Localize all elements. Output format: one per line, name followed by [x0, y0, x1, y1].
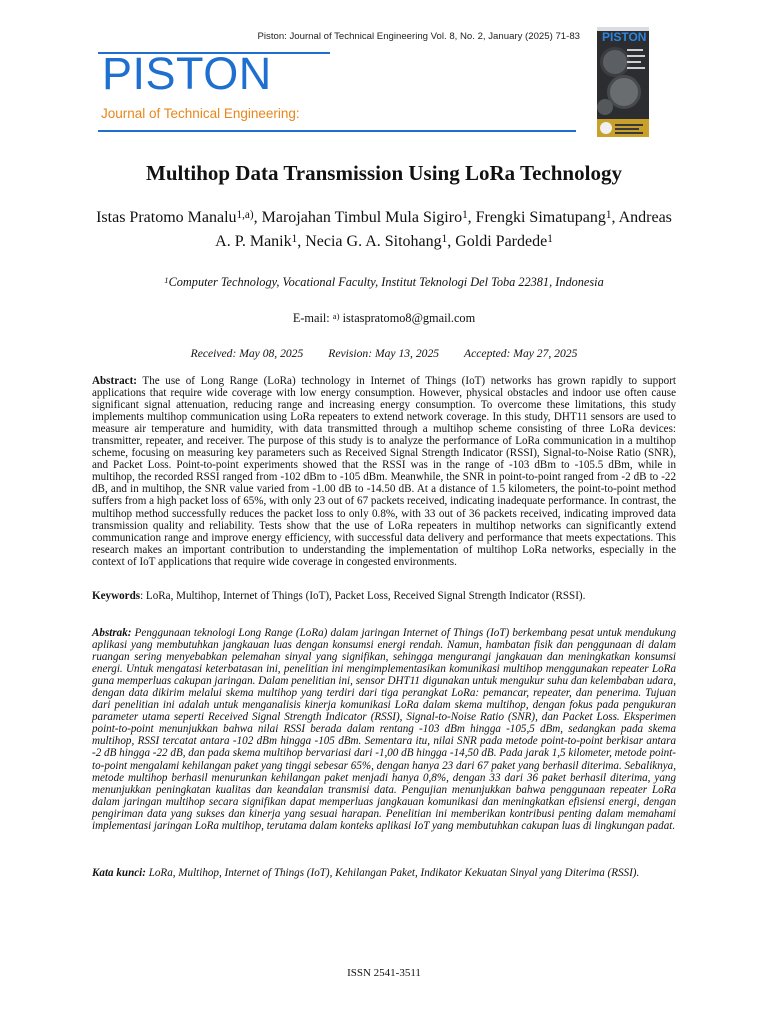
cover-footer-line — [615, 128, 639, 130]
abstract-label: Abstract: — [92, 375, 137, 387]
cover-footer-line — [615, 132, 643, 134]
cover-text-line — [627, 67, 645, 69]
keywords-english — [92, 590, 676, 602]
author-name: Istas Pratomo Manalu — [96, 209, 237, 226]
journal-citation: Piston: Journal of Technical Engineering Vol. 8, No. 2, January (2025) 71-83 — [257, 31, 580, 42]
affiliation-text: Computer Technology, Vocational Faculty, Institut Teknologi Del Toba 22381, Indonesia — [168, 275, 604, 289]
author-name: Frengki Simatupang — [475, 209, 606, 226]
affiliation — [0, 275, 768, 290]
author-affiliation-mark: 1,a) — [236, 209, 254, 222]
footer-issn: ISSN 2541-3511 — [347, 967, 421, 979]
gear-icon — [600, 47, 630, 77]
author-affiliation-mark: 1 — [462, 209, 468, 222]
author-name: Goldi Pardede — [455, 233, 548, 250]
email-mark: a) — [332, 311, 340, 321]
gear-icon — [597, 99, 613, 115]
abstrak-label: Abstrak: — [92, 627, 132, 639]
journal-name: Journal of Technical Engineering: — [101, 106, 300, 121]
author-affiliation-mark: 1 — [605, 209, 612, 222]
kata-kunci-text: LoRa, Multihop, Internet of Things (IoT), Kehilangan Paket, Indikator Kekuatan Sinyal yang Diterima (RSSI). — [148, 867, 640, 879]
journal-cover-image — [597, 27, 649, 137]
cover-seal — [600, 122, 612, 134]
author-email — [0, 311, 768, 326]
author-affiliation-mark: 1 — [291, 233, 298, 246]
email-address[interactable]: istaspratomo8@gmail.com — [342, 311, 476, 325]
abstrak-text: Penggunaan teknologi Long Range (LoRa) dalam jaringan Internet of Things (IoT) berkembang pesat untuk mendukung aplikasi yang membutuhkan jangkauan luas dengan konsumsi energi rendah. Namun, hambatan fisik dan penggunaan di dalam ruangan sering menyebabkan pelemahan sinyal yang signifikan, sehingga mengurangi jangkauan dan meningkatkan konsumsi energi. Untuk mengatasi keterbatasan ini, penelitian ini mengimplementasikan komunikasi multihop menggunakan repeater LoRa guna memperluas cakupan jaringan. Dalam penelitian ini, sensor DHT11 digunakan untuk mengukur suhu dan kelembaban udara, dengan data dikirim melalui skema multihop yang terdiri dari tiga perangkat LoRa: pemancar, repeater, dan penerima. Tujuan dari penelitian ini adalah untuk menganalisis kinerja komunikasi LoRa dalam skema multihop, dengan fokus pada pengukuran parameter utama seperti Received Signal Strength Indicator (RSSI), Signal-to-Noise Ratio (SNR), dan Packet Loss. Eksperimen point-to-point menunjukkan bahwa nilai RSSI berada dalam rentang -103 dBm hingga -105,5 dBm, sedangkan pada skema multihop, RSSI tercatat antara -102 dBm hingga -105 dBm. Sementara itu, nilai SNR pada metode point-to-point berkisar antara -2 dB hingga -22 dB, dan pada skema multihop bervariasi dari -1,00 dB hingga -14,50 dB. Pada jarak 1,5 kilometer, metode point-to-point mengalami kehilangan paket yang tinggi sebesar 65%, dengan hanya 23 dari 67 paket yang berhasil diterima. Sebaliknya, metode multihop berhasil menurunkan kehilangan paket menjadi hanya 0,8%, dengan 33 dari 36 paket berhasil diterima, yang menunjukkan peningkatan kualitas dan keandalan transmisi data. Pengujian menunjukkan bahwa penggunaan repeater LoRa dalam jaringan multihop secara signifikan dapat memperluas jangkauan komunikasi dan meningkatkan efisiensi energi, dengan pengiriman data yang sukses dan kinerja yang sesuai harapan. Penelitian ini memberikan kontribusi penting dalam memahami implementasi jaringan LoRa multihop, terutama dalam konteks aplikasi IoT yang membutuhkan cakupan luas di lingkungan padat. — [92, 627, 677, 832]
kata-kunci-label: Kata kunci: — [92, 867, 146, 879]
email-label: E-mail: — [292, 311, 330, 325]
header-rule-bottom — [98, 130, 576, 132]
author-name: Marojahan Timbul Mula Sigiro — [261, 209, 463, 226]
author-name: Andreas A. P. Manik — [215, 209, 672, 250]
author-name: Necia G. A. Sitohang — [305, 233, 442, 250]
cover-text-line — [627, 61, 641, 63]
author-affiliation-mark: 1 — [547, 233, 553, 246]
accepted-date: Accepted: May 27, 2025 — [464, 347, 578, 360]
cover-text-line — [627, 49, 643, 51]
revision-date: Revision: May 13, 2025 — [328, 347, 440, 360]
cover-text-line — [627, 55, 645, 57]
keywords-text: : LoRa, Multihop, Internet of Things (IoT), Packet Loss, Received Signal Strength Indicator (RSSI). — [140, 590, 586, 602]
abstract-text: The use of Long Range (LoRa) technology in Internet of Things (IoT) networks has grown rapidly to support applications that require wide coverage with low energy consumption. However, physical obstacles and indoor use often cause significant signal attenuation, reducing range and increasing energy consumption. To overcome these limitations, this study implements multihop communication using LoRa repeaters to extend network coverage. In this study, DHT11 sensors are used to measure air temperature and humidity, with data transmitted through a multihop scheme consisting of three LoRa devices: transmitter, repeater, and receiver. The purpose of this study is to analyze the performance of LoRa communication in a multihop scheme, focusing on measuring key parameters such as Received Signal Strength Indicator (RSSI), Signal-to-Noise Ratio (SNR), and Packet Loss. Point-to-point experiments showed that the RSSI was in the range of -103 dBm to -105.5 dBm, while in multihop, the recorded RSSI ranged from -102 dBm to -105 dBm. Meanwhile, the SNR in point-to-point ranged from -2 dB to -22 dB, and in multihop, the SNR value varied from -1.00 dB to -14.50 dB. At a distance of 1.5 kilometers, the point-to-point method suffers from a high packet loss of 65%, with only 23 out of 67 packets received, indicating inadequate performance. In contrast, the multihop method successfully reduces the packet loss to only 0.8%, with 33 out of 36 packets received, indicating improved data transmission quality and reliability. Tests show that the use of LoRa repeaters in multihop networks can significantly extend communication range and improve energy efficiency, with successful data delivery and performance that meets expectations. This research makes an important contribution to understanding the implementation of multihop LoRa networks, especially in the context of IoT applications that require wide coverage in congested environments. — [92, 375, 676, 568]
abstract-english — [92, 375, 676, 568]
keywords-indonesian — [92, 867, 676, 879]
affiliation-mark: 1 — [164, 275, 169, 285]
author-list: Istas Pratomo Manalu$^{1,a)}$, Marojahan Timbul Mula Sigiro$^1$, Frengki Simatupang$^1$, Andreas A. P. Manik$^1$, Necia G. A. Sitohang$^1$, Goldi Pardede$^1$ — [96, 209, 672, 250]
article-dates — [0, 347, 768, 360]
abstract-indonesian — [92, 627, 676, 832]
received-date: Received: May 08, 2025 — [190, 347, 304, 360]
cover-footer-line — [615, 124, 643, 126]
keywords-label: Keywords — [92, 590, 141, 602]
article-title: Multihop Data Transmission Using LoRa Technology — [146, 161, 622, 185]
author-affiliation-mark: 1 — [441, 233, 448, 246]
journal-logo: PISTON — [102, 48, 272, 99]
cover-title: PISTON — [602, 30, 647, 44]
